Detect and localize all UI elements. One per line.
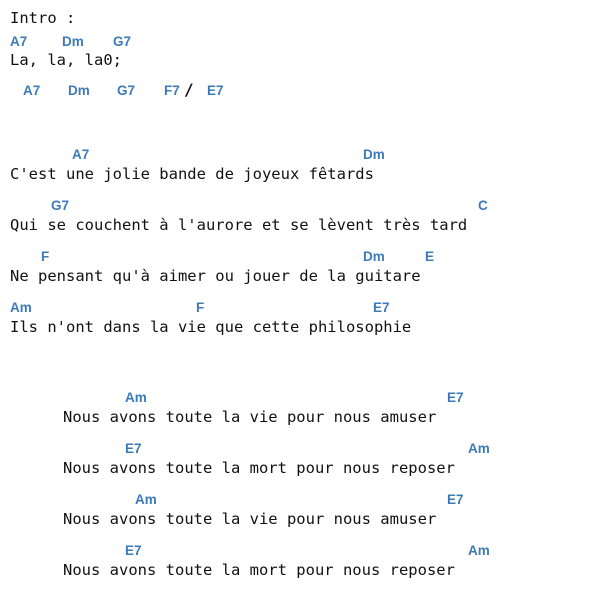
chord: E7 bbox=[373, 300, 390, 315]
chord: F bbox=[196, 300, 205, 315]
chorus-line: Nous avons toute la mort pour nous reposer bbox=[63, 561, 455, 579]
chord: Dm bbox=[62, 34, 84, 49]
chord: A7 bbox=[72, 147, 90, 162]
chord: E7 bbox=[447, 390, 464, 405]
chord: G7 bbox=[51, 198, 70, 213]
chord: E7 bbox=[207, 83, 224, 98]
chord-separator: / bbox=[184, 80, 194, 99]
chord: E7 bbox=[447, 492, 464, 507]
chord: Dm bbox=[363, 249, 385, 264]
chord: E bbox=[425, 249, 435, 264]
chord: Am bbox=[10, 300, 32, 315]
chord: C bbox=[478, 198, 488, 213]
chord: G7 bbox=[113, 34, 132, 49]
verse-line: Ils n'ont dans la vie que cette philosophie bbox=[10, 318, 412, 336]
intro-lyric: La, la, la0; bbox=[10, 51, 122, 69]
chord: F7 bbox=[164, 83, 180, 98]
intro-label: Intro : bbox=[10, 9, 76, 27]
chord: Am bbox=[468, 441, 490, 456]
verse-line: Qui se couchent à l'aurore et se lèvent très tard bbox=[10, 216, 468, 234]
chorus-line: Nous avons toute la vie pour nous amuser bbox=[63, 510, 437, 528]
chord: E7 bbox=[125, 543, 142, 558]
chord: A7 bbox=[10, 34, 28, 49]
verse-line: Ne pensant qu'à aimer ou jouer de la guitare bbox=[10, 267, 421, 285]
chord: Am bbox=[135, 492, 157, 507]
chord: F bbox=[41, 249, 50, 264]
verse-line: C'est une jolie bande de joyeux fêtards bbox=[10, 165, 374, 183]
chord: Dm bbox=[363, 147, 385, 162]
chord: Am bbox=[468, 543, 490, 558]
chorus-line: Nous avons toute la mort pour nous reposer bbox=[63, 459, 455, 477]
chord: G7 bbox=[117, 83, 136, 98]
chord: Dm bbox=[68, 83, 90, 98]
chord: Am bbox=[125, 390, 147, 405]
chord: A7 bbox=[23, 83, 41, 98]
chorus-line: Nous avons toute la vie pour nous amuser bbox=[63, 408, 437, 426]
chord: E7 bbox=[125, 441, 142, 456]
